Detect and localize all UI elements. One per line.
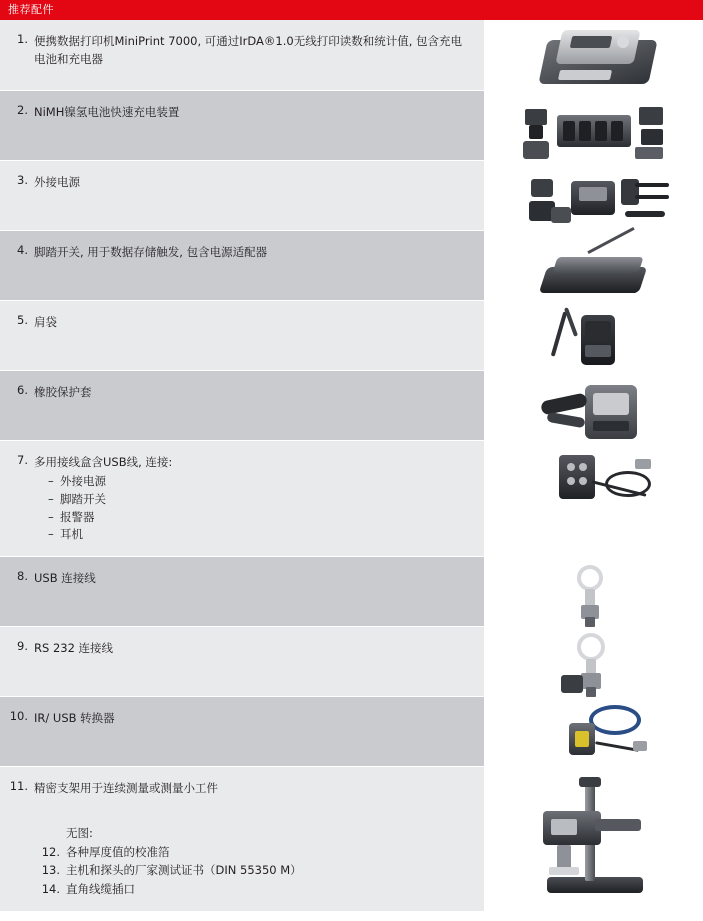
row-image-cell — [484, 627, 703, 697]
row-description: 橡胶保护套 — [34, 370, 484, 440]
table-row — [0, 230, 703, 300]
row-description: 外接电源 — [34, 160, 484, 230]
row-image-cell — [484, 370, 703, 440]
table-row — [0, 20, 703, 90]
row-number: 6. — [0, 370, 34, 440]
list-item-number: 13. — [41, 863, 60, 878]
row-image-cell — [484, 160, 703, 230]
row-sublist — [48, 473, 470, 544]
row-image-cell — [484, 557, 703, 627]
row-description: NiMH镍氢电池快速充电装置 — [34, 90, 484, 160]
table-row — [0, 300, 703, 370]
table-row — [0, 557, 703, 627]
row-image-cell — [484, 300, 703, 370]
list-item-label: 外接电源 — [60, 473, 106, 488]
no-image-heading: 无图: — [66, 825, 93, 840]
list-item: – 外接电源 — [48, 473, 106, 488]
row-description: 便携数据打印机MiniPrint 7000, 可通过IrDA®1.0无线打印读数和统计值, 包含充电电池和充电器 — [34, 20, 484, 90]
row-image-cell — [484, 90, 703, 160]
row-number: 2. — [0, 90, 34, 160]
row-description: 肩袋 — [34, 300, 484, 370]
row-image-cell — [484, 440, 703, 557]
row-description — [34, 767, 484, 912]
table-row — [0, 440, 703, 557]
accessories-table — [0, 20, 703, 912]
list-item-label: 主机和探头的厂家测试证书（DIN 55350 M） — [66, 863, 302, 878]
list-item: – 耳机 — [48, 527, 83, 542]
row-description-text: 精密支架用于连续测量或测量小工件 — [34, 781, 218, 796]
list-item — [41, 880, 470, 899]
list-item-number: 14. — [41, 882, 60, 897]
row-description: RS 232 连接线 — [34, 627, 484, 697]
row-number: 1. — [0, 20, 34, 90]
row-image-cell — [484, 697, 703, 767]
table-row — [0, 627, 703, 697]
list-item-label: 报警器 — [60, 509, 95, 524]
list-item — [41, 861, 470, 880]
row-image-cell — [484, 20, 703, 90]
row-number: 11. — [0, 767, 34, 912]
list-item: – 报警器 — [48, 509, 95, 524]
row-number: 4. — [0, 230, 34, 300]
row-number: 7. — [0, 440, 34, 557]
list-item-label: 直角线缆插口 — [66, 882, 135, 897]
list-item — [41, 843, 470, 862]
list-item-label: 脚踏开关 — [60, 491, 106, 506]
list-item-label: 耳机 — [60, 527, 83, 542]
table-row — [0, 767, 703, 912]
row-description: USB 连接线 — [34, 557, 484, 627]
row-number: 9. — [0, 627, 34, 697]
row-description — [34, 440, 484, 557]
no-image-section — [34, 824, 470, 900]
row-description-text: 多用接线盒含USB线, 连接: — [34, 454, 173, 469]
list-item-number: 12. — [41, 844, 60, 859]
table-row — [0, 697, 703, 767]
row-number: 5. — [0, 300, 34, 370]
list-item: – 脚踏开关 — [48, 491, 106, 506]
table-row — [0, 160, 703, 230]
row-image-cell — [484, 230, 703, 300]
table-row — [0, 90, 703, 160]
row-image-cell — [484, 767, 703, 912]
row-description: 脚踏开关, 用于数据存储触发, 包含电源适配器 — [34, 230, 484, 300]
list-item-label: 各种厚度值的校准箔 — [66, 844, 170, 859]
page-title: 推荐配件 — [0, 0, 703, 20]
row-number: 8. — [0, 557, 34, 627]
row-description: IR/ USB 转换器 — [34, 697, 484, 767]
table-row — [0, 370, 703, 440]
row-number: 10. — [0, 697, 34, 767]
row-number: 3. — [0, 160, 34, 230]
